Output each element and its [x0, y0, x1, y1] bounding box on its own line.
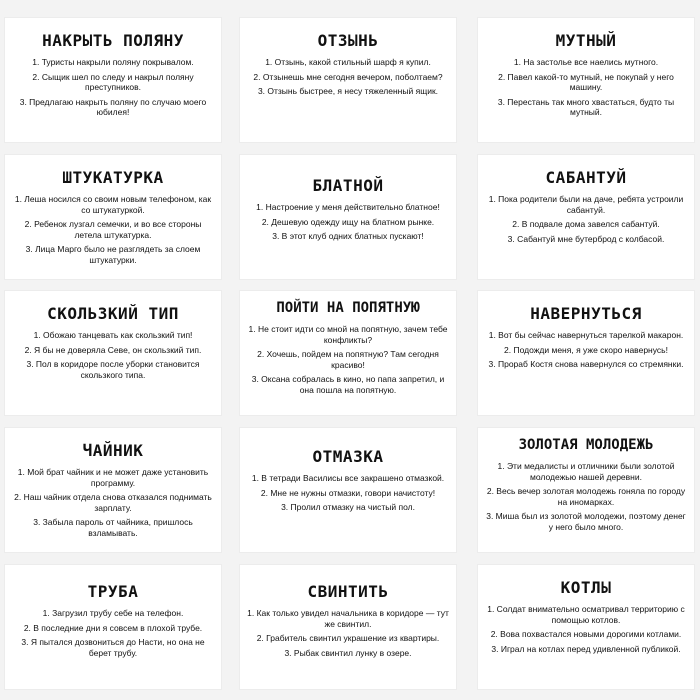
- card-title: ОТЗЫНЬ: [317, 31, 379, 50]
- card-mutnyi: [478, 18, 694, 142]
- example-item: 2. Дешевую одежду ищу на блатном рынке.: [261, 216, 435, 227]
- card-truba: [5, 565, 221, 689]
- example-item: 3. Оксана собралась в кино, но папа запретил, и она пошла на попятную.: [251, 374, 445, 395]
- example-item: 3. Отзынь быстрее, я несу тяжеленный ящик.: [257, 86, 439, 96]
- example-list: [484, 604, 688, 654]
- card-title: ПОЙТИ НА ПОПЯТНУЮ: [276, 300, 420, 316]
- card-nakryt-polyanu: [5, 18, 221, 142]
- card-title: НАВЕРНУТЬСЯ: [530, 304, 642, 323]
- example-list: [11, 330, 215, 380]
- example-list: [484, 461, 688, 532]
- example-item: 3. Лица Марго было не разглядеть за слоем штукатурки.: [25, 244, 201, 265]
- example-item: 2. Наш чайник отдела снова отказался поднимать зарплату.: [14, 492, 212, 513]
- example-item: 2. В последние дни я совсем в плохой трубе.: [23, 622, 203, 633]
- example-list: [11, 467, 215, 538]
- example-item: 3. Пролил отмазку на чистый пол.: [281, 502, 415, 512]
- example-item: 2. Грабитель свинтил украшение из квартиры.: [256, 633, 440, 643]
- card-navernutsya: [478, 291, 694, 415]
- card-otzyn: [240, 18, 456, 142]
- card-title: САБАНТУЙ: [545, 168, 627, 187]
- card-shtukaturka: [5, 155, 221, 279]
- example-list: [246, 608, 450, 658]
- card-svintit: [240, 565, 456, 689]
- example-item: 3. Забыла пароль от чайника, пришлось взламывать.: [33, 517, 193, 538]
- example-item: 1. Не стоит идти со мной на попятную, зачем тебе конфликты?: [248, 324, 448, 345]
- example-list: [11, 194, 215, 265]
- example-item: 3. Предлагаю накрыть поляну по случаю моего юбилея!: [19, 96, 207, 117]
- card-title: ЧАЙНИК: [82, 441, 144, 460]
- card-sabantui: [478, 155, 694, 279]
- example-item: 1. Туристы накрыли поляну покрывалом.: [32, 57, 194, 67]
- example-item: 3. Сабантуй мне бутерброд с колбасой.: [507, 233, 665, 244]
- example-item: 2. Хочешь, пойдем на попятную? Там сегодня красиво!: [257, 349, 439, 370]
- example-list: [484, 57, 688, 118]
- example-item: 2. Вова похвастался новыми дорогими котлами.: [490, 629, 682, 639]
- card-kotly: [478, 565, 694, 689]
- card-blatnoi: [240, 155, 456, 279]
- example-item: 1. Мой брат чайник и не может даже установить программу.: [17, 467, 209, 488]
- card-title: МУТНЫЙ: [555, 31, 617, 50]
- example-list: [484, 330, 688, 370]
- example-item: 2. Мне не нужны отмазки, говори начистоту!: [260, 487, 436, 498]
- example-item: 1. Настроение у меня действительно блатное!: [256, 202, 440, 212]
- example-list: [484, 194, 688, 244]
- example-item: 1. Вот бы сейчас навернуться тарелкой макарон.: [488, 330, 684, 340]
- example-list: [246, 57, 450, 97]
- example-item: 1. Солдат внимательно осматривал территорию с помощью котлов.: [487, 604, 685, 625]
- example-item: 3. Миша был из золотой молодежи, поэтому денег у него было много.: [486, 511, 686, 532]
- example-list: [246, 324, 450, 395]
- example-item: 1. Обожаю танцевать как скользкий тип!: [33, 330, 193, 340]
- example-item: 2. Весь вечер золотая молодежь гоняла по городу на иномарках.: [486, 486, 686, 507]
- example-list: [11, 57, 215, 118]
- example-item: 2. Ребенок лузгал семечки, и во все стороны летела штукатурка.: [24, 219, 202, 240]
- example-item: 3. Пол в коридоре после уборки становится скользкого типа.: [26, 359, 200, 380]
- card-title: СКОЛЬЗКИЙ ТИП: [47, 304, 179, 323]
- example-list: [11, 608, 215, 658]
- card-title: ТРУБА: [87, 582, 139, 601]
- example-list: [246, 202, 450, 242]
- example-item: 3. Прораб Костя снова навернулся со стремянки.: [488, 359, 684, 369]
- example-item: 1. На застолье все наелись мутного.: [513, 57, 659, 67]
- example-item: 2. Сыщик шел по следу и накрыл поляну преступников.: [32, 71, 194, 92]
- card-skolzkii-tip: [5, 291, 221, 415]
- example-item: 2. Отзынешь мне сегодня вечером, поболтаем?: [253, 71, 443, 82]
- example-item: 2. В подвале дома завелся сабантуй.: [512, 219, 660, 229]
- card-title: БЛАТНОЙ: [312, 176, 384, 195]
- example-item: 1. Как только увидел начальника в коридоре — тут же свинтил.: [247, 608, 449, 629]
- card-title: ШТУКАТУРКА: [62, 168, 164, 187]
- example-item: 3. Я пытался дозвониться до Насти, но она не берет трубу.: [21, 637, 205, 658]
- example-list: [246, 473, 450, 513]
- card-title: КОТЛЫ: [560, 578, 612, 597]
- example-item: 3. Играл на котлах перед удивленной публикой.: [491, 643, 681, 654]
- card-title: НАКРЫТЬ ПОЛЯНУ: [42, 31, 184, 50]
- example-item: 1. Отзынь, какой стильный шарф я купил.: [265, 57, 431, 67]
- card-chainik: [5, 428, 221, 552]
- example-item: 2. Подожди меня, я уже скоро навернусь!: [504, 344, 668, 355]
- example-item: 3. Рыбак свинтил лунку в озере.: [284, 647, 412, 658]
- card-title: СВИНТИТЬ: [307, 582, 389, 601]
- card-zolotaya-molodezh: [478, 428, 694, 552]
- example-item: 3. Перестань так много хвастаться, будто ты мутный.: [497, 96, 675, 117]
- example-item: 3. В этот клуб одних блатных пускают!: [272, 231, 424, 241]
- example-item: 1. Загрузил трубу себе на телефон.: [42, 608, 184, 618]
- example-item: 2. Я бы не доверяла Севе, он скользкий тип.: [24, 344, 202, 355]
- example-item: 1. Пока родители были на даче, ребята устроили сабантуй.: [488, 194, 684, 215]
- example-item: 1. Леша носился со своим новым телефоном, как со штукатуркой.: [14, 194, 212, 215]
- example-item: 1. Эти медалисты и отличники были золотой молодежью нашей деревни.: [497, 461, 675, 482]
- card-title: ЗОЛОТАЯ МОЛОДЕЖЬ: [518, 437, 654, 453]
- example-item: 2. Павел какой-то мутный, не покупай у него машину.: [498, 71, 674, 92]
- card-title: ОТМАЗКА: [312, 447, 384, 466]
- card-poiti-na-popyatnuyu: [240, 291, 456, 415]
- example-item: 1. В тетради Василисы все закрашено отмазкой.: [251, 473, 445, 483]
- card-otmazka: [240, 428, 456, 552]
